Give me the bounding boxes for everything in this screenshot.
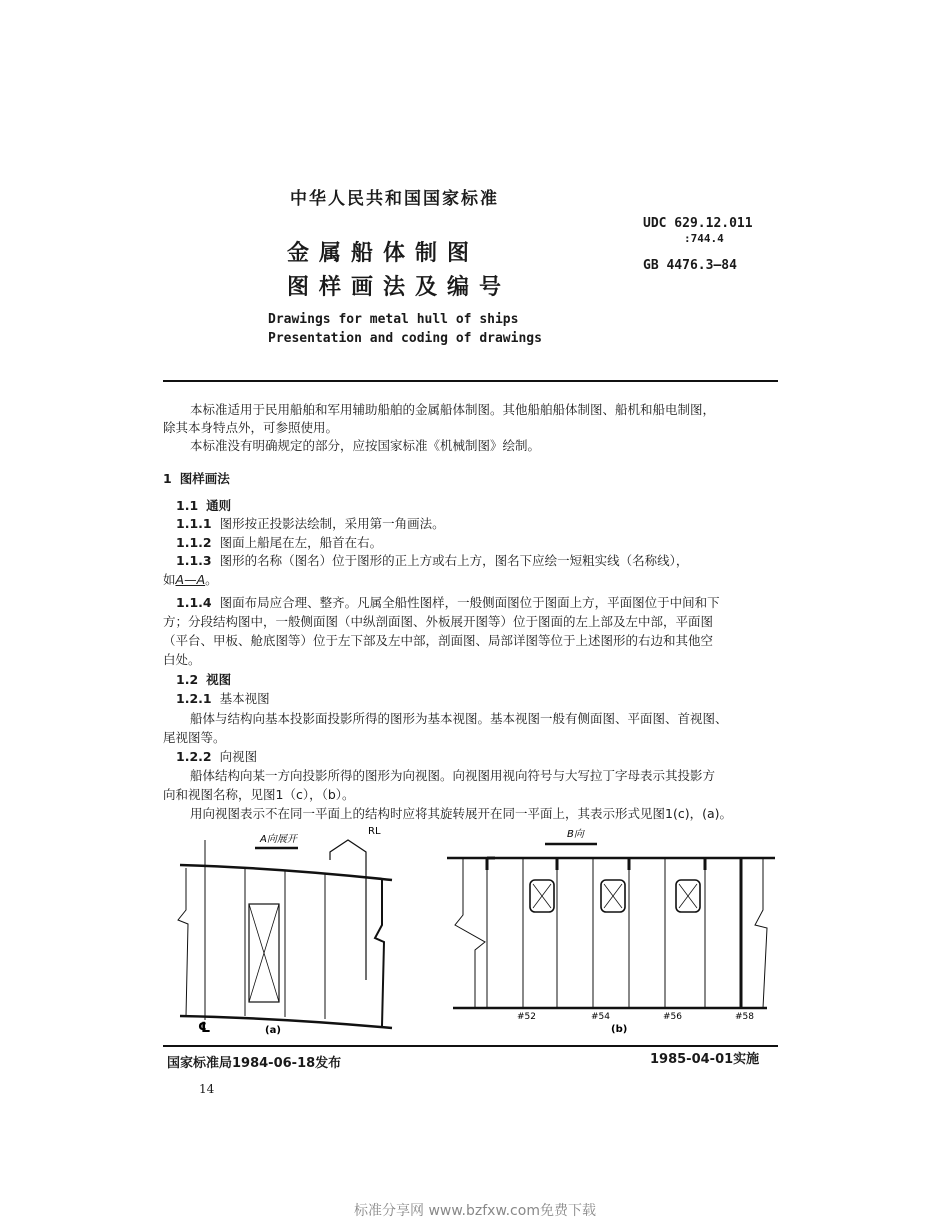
break-line-right: [375, 878, 384, 1026]
break-line-right: [755, 858, 767, 1008]
clause-title: 向视图: [219, 749, 258, 764]
clause-number: 1.1.2: [176, 535, 212, 550]
upper-edge: [180, 865, 392, 880]
clause-1-1-4-line2: 方；分段结构图中，一般侧面图（中纵剖面图、外板展开图等）位于图面的左上部及左中部，平面图: [163, 614, 714, 629]
title-en-line2: Presentation and coding of drawings: [268, 331, 542, 346]
clause-1-1-3: [176, 552, 688, 570]
section-1-heading: [163, 470, 230, 488]
issued-date: 国家标准局1984-06-18发布: [167, 1056, 342, 1071]
header-rule: [163, 380, 778, 382]
rl-label: RL: [368, 826, 381, 837]
figure-1a: [170, 820, 410, 1040]
title-en-line1: Drawings for metal hull of ships: [268, 312, 519, 327]
clause-1-2-2-text-b: 向和视图名称，见图1（c），（b）。: [163, 787, 355, 802]
figure-b-title: B向: [567, 829, 584, 840]
clause-1-2-1: [176, 690, 270, 708]
figure-1b: [445, 820, 780, 1040]
title-cn-line2: 图样画法及编号: [287, 275, 512, 300]
clause-1-2-2-text-c: 用向视图表示不在同一平面上的结构时应将其旋转展开在同一平面上，其表示形式见图1(c)，(a)。: [190, 806, 732, 821]
section-title: 图样画法: [179, 471, 230, 486]
frame-label-52: #52: [517, 1012, 536, 1022]
title-cn-line1: 金属船体制图: [287, 241, 480, 266]
clause-1-2-1-text-b: 尾视图等。: [163, 730, 226, 745]
clause-text: 图形按正投影法绘制，采用第一角画法。: [219, 516, 445, 531]
name-line-example: A—A: [175, 572, 206, 587]
frame-label-56: #56: [663, 1012, 682, 1022]
clause-1-1-3-cont: [163, 571, 218, 589]
intro-paragraph-1b: 除其本身特点外，可参照使用。: [163, 420, 339, 435]
clause-text: 如: [163, 572, 176, 587]
break-line-left: [178, 868, 188, 1016]
watermark: 标准分享网 www.bzfxw.com免费下载: [354, 1203, 596, 1219]
clause-number: 1.1.3: [176, 553, 212, 568]
frame-label-54: #54: [591, 1012, 610, 1022]
clause-number: 1.2.1: [176, 691, 212, 706]
clause-title: 基本视图: [219, 691, 270, 706]
section-number: 1.2: [176, 672, 199, 687]
lower-edge: [180, 1016, 392, 1028]
footer-rule: [163, 1045, 778, 1047]
section-title: 视图: [206, 672, 232, 687]
section-number: 1.1: [176, 498, 199, 513]
frame-label-58: #58: [735, 1012, 754, 1022]
issuing-body: 中华人民共和国国家标准: [290, 189, 499, 209]
section-title: 通则: [206, 498, 232, 513]
figure-b-caption: (b): [611, 1024, 628, 1035]
effective-date: 1985-04-01实施: [650, 1052, 760, 1067]
clause-1-1-4: [176, 594, 720, 612]
break-line-left: [455, 858, 485, 1008]
intro-paragraph-2: 本标准没有明确规定的部分，应按国家标准《机械制图》绘制。: [190, 438, 541, 453]
clause-1-1-4-line3: （平台、甲板、舱底图等）位于左下部及左中部，剖面图、局部详图等位于上述图形的右边和其他空: [163, 633, 714, 648]
section-1-2-heading: [176, 671, 231, 689]
clause-1-2-1-text-a: 船体与结构向基本投影面投影所得的图形为基本视图。基本视图一般有侧面图、平面图、首视图、: [190, 711, 728, 726]
clause-text: 图形的名称（图名）位于图形的正上方或右上方，图名下应绘一短粗实线（名称线），: [219, 553, 689, 568]
clause-1-1-1: [176, 515, 445, 533]
intro-paragraph-1a: 本标准适用于民用船舶和军用辅助船舶的金属船体制图。其他船舶船体制图、船机和船电制图，: [190, 402, 716, 417]
clause-text: 图面布局应合理、整齐。凡属全船性图样，一般侧面图位于图面上方，平面图位于中间和下: [219, 595, 720, 610]
section-1-1-heading: [176, 497, 231, 515]
section-number: 1: [163, 471, 172, 486]
clause-number: 1.2.2: [176, 749, 212, 764]
figure-a-caption: (a): [265, 1025, 281, 1036]
page-number: 14: [199, 1082, 215, 1096]
gb-code: GB 4476.3—84: [643, 258, 737, 273]
clause-number: 1.1.1: [176, 516, 212, 531]
clause-1-1-2: [176, 534, 382, 552]
figure-a-title: A向展开: [260, 834, 297, 845]
clause-1-1-4-line4: 白处。: [163, 652, 201, 667]
clause-1-2-2-text-a: 船体结构向某一方向投影所得的图形为向视图。向视图用视向符号与大写拉丁字母表示其投影方: [190, 768, 716, 783]
udc-code: UDC 629.12.011: [643, 216, 753, 231]
openings: [530, 880, 700, 912]
udc-code-sub: :744.4: [684, 232, 724, 245]
clause-text: 。: [205, 572, 218, 587]
clause-text: 图面上船尾在左，船首在右。: [219, 535, 383, 550]
clause-1-2-2: [176, 748, 257, 766]
rl-outline: [330, 840, 366, 980]
clause-number: 1.1.4: [176, 595, 212, 610]
centerline-symbol: ℄: [198, 1020, 211, 1036]
